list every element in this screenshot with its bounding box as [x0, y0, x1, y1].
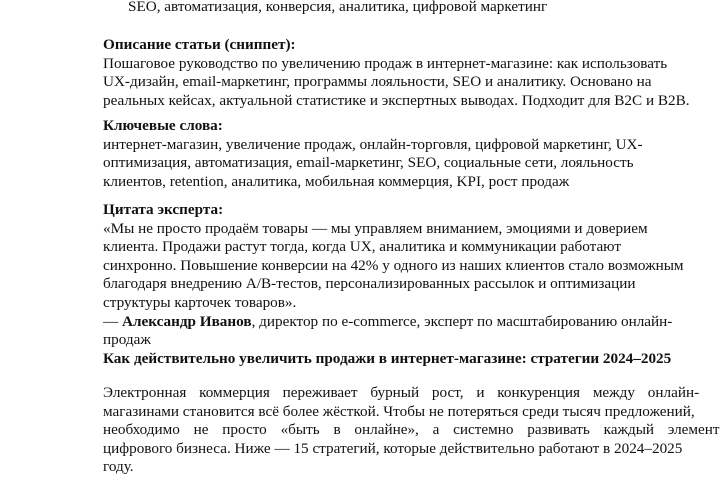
- article-intro: [103, 384, 720, 477]
- intro-line: цифрового бизнеса. Ниже — 15 стратегий, которые действительно работают в 2024–2025: [103, 439, 683, 457]
- intro-line: Электронная коммерция переживает бурный рост, и конкуренция между онлайн-: [103, 384, 700, 401]
- quote-author: Александр Иванов: [121, 312, 252, 330]
- quote-line: структуры карточек товаров».: [103, 293, 297, 311]
- snippet-section: [103, 36, 690, 110]
- snippet-line: Пошаговое руководство по увеличению продаж в интернет-магазине: как использовать: [103, 54, 668, 72]
- keywords-fragment-line: SEO, автоматизация, конверсия, аналитика, цифровой маркетинг: [128, 0, 548, 15]
- quote-line: «Мы не просто продаём товары — мы управляем вниманием, эмоциями и доверием: [103, 219, 648, 237]
- snippet-heading: Описание статьи (сниппет):: [103, 36, 296, 53]
- quote-line: клиента. Продажи растут тогда, когда UX, аналитика и коммуникации работают: [103, 238, 621, 256]
- keywords-line: оптимизация, автоматизация, email-маркетинг, SEO, социальные сети, лояльность: [103, 154, 634, 172]
- expert-quote-section: [103, 201, 684, 350]
- snippet-line: UX-дизайн, email-маркетинг, программы лояльности, SEO и аналитику. Основано на: [103, 73, 652, 91]
- attribution-dash: —: [103, 312, 122, 330]
- keywords-line: клиентов, retention, аналитика, мобильная коммерция, KPI, рост продаж: [103, 172, 570, 190]
- article-heading: Как действительно увеличить продажи в интернет-магазине: стратегии 2024–2025: [103, 350, 672, 367]
- quote-heading: Цитата эксперта:: [103, 201, 224, 218]
- keywords-line: интернет-магазин, увеличение продаж, онлайн-торговля, цифровой маркетинг, UX-: [103, 135, 643, 153]
- intro-line: магазинами становится всё более жёсткой. Чтобы не потеряться среди тысяч предложений,: [103, 402, 695, 420]
- keywords-heading: Ключевые слова:: [103, 117, 223, 134]
- intro-line: году.: [103, 458, 134, 476]
- quote-line: синхронно. Повышение конверсии на 42% у одного из наших клиентов стало возможным: [103, 256, 684, 274]
- keywords-section: [103, 117, 678, 191]
- quote-author-role-continued: продаж: [103, 331, 151, 349]
- quote-author-role: , директор по e-commerce, эксперт по масштабированию онлайн-: [251, 312, 673, 330]
- quote-attribution: [103, 313, 678, 332]
- intro-line: необходимо не просто «быть в онлайне», а системно развивать каждый элемент: [103, 421, 720, 439]
- snippet-line: реальных кейсах, актуальной статистике и экспертных выводах. Подходит для B2C и B2B.: [103, 91, 690, 109]
- article-title: [103, 350, 678, 369]
- quote-line: благодаря внедрению A/B-тестов, персонализированных рассылок и оптимизации: [103, 275, 636, 293]
